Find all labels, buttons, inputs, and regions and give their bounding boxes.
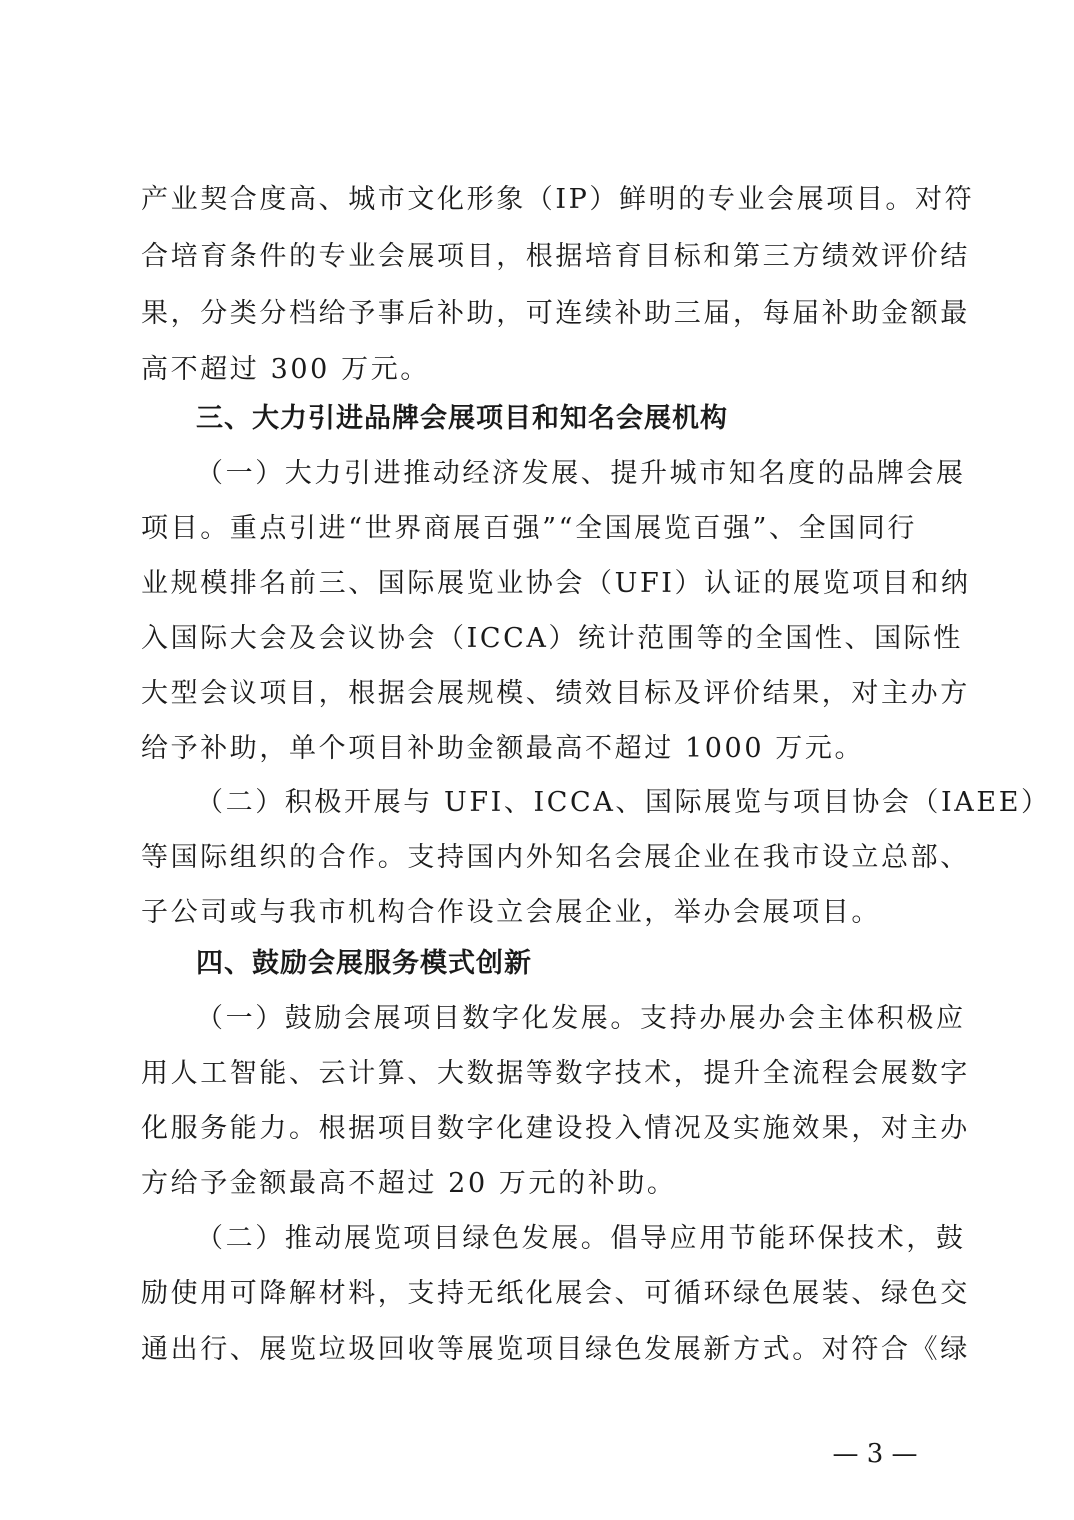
text-line: 高不超过 300 万元。 <box>141 354 430 385</box>
text-line: 产业契合度高、城市文化形象（IP）鲜明的专业会展项目。对符 <box>141 184 975 215</box>
text-line: 给予补助，单个项目补助金额最高不超过 1000 万元。 <box>141 733 865 764</box>
section-heading: 四、鼓励会展服务模式创新 <box>196 948 532 979</box>
text-line: 通出行、展览垃圾回收等展览项目绿色发展新方式。对符合《绿 <box>141 1334 970 1365</box>
text-line: （二）积极开展与 UFI、ICCA、国际展览与项目协会（IAEE） <box>196 787 1051 818</box>
section-heading: 三、大力引进品牌会展项目和知名会展机构 <box>196 403 728 434</box>
text-line: 大型会议项目，根据会展规模、绩效目标及评价结果，对主办方 <box>141 678 970 709</box>
page-number: — 3 — <box>832 1439 918 1469</box>
text-line: 化服务能力。根据项目数字化建设投入情况及实施效果，对主办 <box>141 1113 970 1144</box>
text-line: 用人工智能、云计算、大数据等数字技术，提升全流程会展数字 <box>141 1058 970 1089</box>
text-line: （一）鼓励会展项目数字化发展。支持办展办会主体积极应 <box>196 1003 966 1034</box>
text-line: 入国际大会及会议协会（ICCA）统计范围等的全国性、国际性 <box>141 623 963 654</box>
text-line: （一）大力引进推动经济发展、提升城市知名度的品牌会展 <box>196 458 966 489</box>
text-line: 项目。重点引进“世界商展百强”“全国展览百强”、全国同行 <box>141 513 918 544</box>
text-line: （二）推动展览项目绿色发展。倡导应用节能环保技术，鼓 <box>196 1223 966 1254</box>
text-line: 励使用可降解材料，支持无纸化展会、可循环绿色展装、绿色交 <box>141 1278 970 1309</box>
text-line: 业规模排名前三、国际展览业协会（UFI）认证的展览项目和纳 <box>141 568 971 599</box>
text-line: 等国际组织的合作。支持国内外知名会展企业在我市设立总部、 <box>141 842 970 873</box>
text-line: 合培育条件的专业会展项目，根据培育目标和第三方绩效评价结 <box>141 241 970 272</box>
text-line: 方给予金额最高不超过 20 万元的补助。 <box>141 1168 677 1199</box>
text-line: 果，分类分档给予事后补助，可连续补助三届，每届补助金额最 <box>141 298 970 329</box>
text-line: 子公司或与我市机构合作设立会展企业，举办会展项目。 <box>141 897 881 928</box>
